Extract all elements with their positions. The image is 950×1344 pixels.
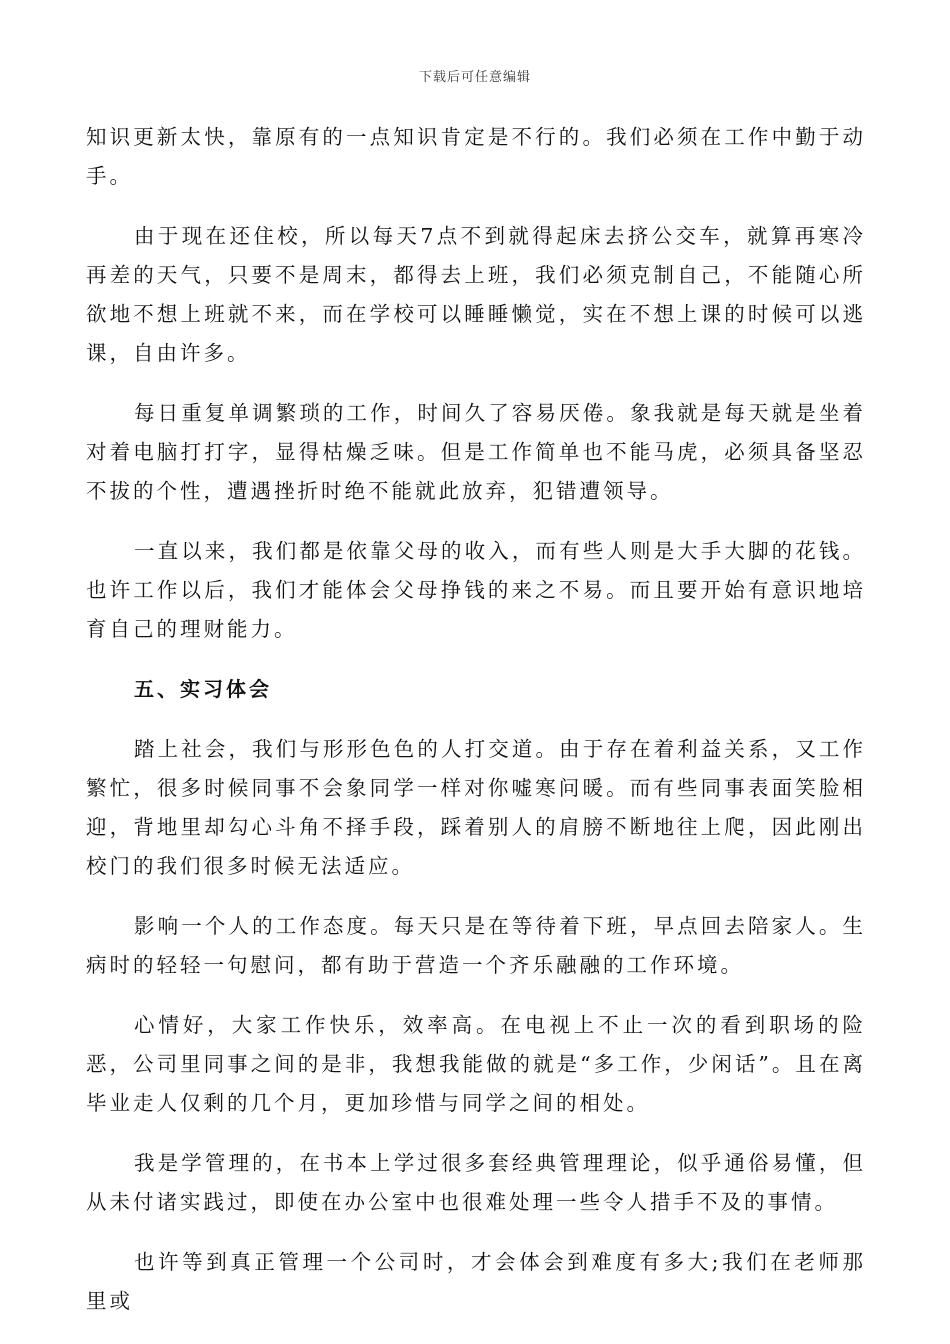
paragraph: 知识更新太快，靠原有的一点知识肯定是不行的。我们必须在工作中勤于动手。: [86, 125, 866, 188]
paragraph: 由于现在还住校，所以每天7点不到就得起床去挤公交车，就算再寒冷再差的天气，只要不是周末，都得去上班，我们必须克制自己，不能随心所欲地不想上班就不来，而在学校可以睡睡懒觉，实在不想上课的时候可以逃课，自由许多。: [86, 224, 866, 365]
paragraph: 踏上社会，我们与形形色色的人打交道。由于存在着利益关系，又工作繁忙，很多时候同事不会象同学一样对你嘘寒问暖。而有些同事表面笑脸相迎，背地里却勾心斗角不择手段，踩着别人的肩膀不断地往上爬，因此刚出校门的我们很多时候无法适应。: [86, 737, 866, 878]
paragraph: 影响一个人的工作态度。每天只是在等待着下班，早点回去陪家人。生病时的轻轻一句慰问，都有助于营造一个齐乐融融的工作环境。: [86, 914, 866, 977]
paragraph: 一直以来，我们都是依靠父母的收入，而有些人则是大手大脚的花钱。也许工作以后，我们才能体会父母挣钱的来之不易。而且要开始有意识地培育自己的理财能力。: [86, 539, 866, 641]
section-heading: 五、实习体会: [134, 677, 272, 701]
paragraph: 心情好，大家工作快乐，效率高。在电视上不止一次的看到职场的险恶，公司里同事之间的是非，我想我能做的就是“多工作，少闲话”。且在离毕业走人仅剩的几个月，更加珍惜与同学之间的相处。: [86, 1013, 866, 1115]
paragraph: 每日重复单调繁琐的工作，时间久了容易厌倦。象我就是每天就是坐着对着电脑打打字，显得枯燥乏味。但是工作简单也不能马虎，必须具备坚忍不拔的个性，遭遇挫折时绝不能就此放弃，犯错遭领导。: [86, 401, 866, 503]
document-body: [86, 118, 866, 1342]
paragraph: 也许等到真正管理一个公司时，才会体会到难度有多大;我们在老师那里或: [86, 1250, 866, 1313]
paragraph: 我是学管理的，在书本上学过很多套经典管理理论，似乎通俗易懂，但从未付诸实践过，即使在办公室中也很难处理一些令人措手不及的事情。: [86, 1151, 866, 1214]
header-note: 下载后可任意编辑: [418, 70, 531, 85]
